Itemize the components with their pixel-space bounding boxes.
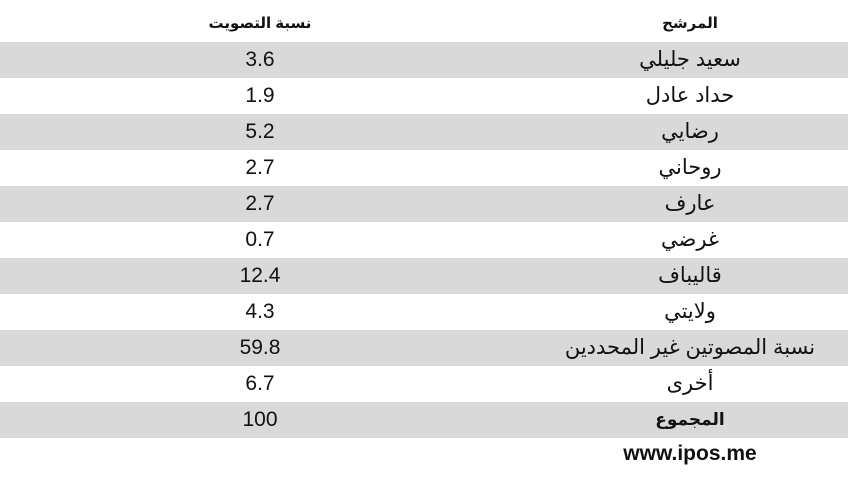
results-table (0, 6, 848, 438)
row-value: 12.4 (239, 264, 281, 287)
table-row (0, 222, 848, 258)
table-row (0, 42, 848, 78)
table-row (0, 150, 848, 186)
table-header (0, 6, 848, 42)
row-candidate: روحاني (658, 156, 722, 179)
table-row (0, 294, 848, 330)
row-value: 6.7 (245, 372, 275, 395)
row-value: 2.7 (245, 192, 275, 215)
total-row (0, 402, 848, 438)
candidate-column-header: المرشح (662, 15, 718, 32)
row-candidate: نسبة المصوتين غير المحددين (564, 336, 816, 359)
row-candidate: حداد عادل (645, 84, 735, 107)
table-row (0, 258, 848, 294)
row-value: 3.6 (245, 48, 275, 71)
percent-column-header: نسبة التصويت (208, 15, 312, 32)
table-row (0, 366, 848, 402)
total-label: المجموع (655, 410, 725, 429)
row-value: 2.7 (245, 156, 275, 179)
row-candidate: عارف (664, 192, 716, 215)
row-candidate: رضايي (661, 120, 719, 143)
row-value: 59.8 (239, 336, 281, 359)
source-website: www.ipos.me (623, 442, 757, 465)
table-row (0, 330, 848, 366)
total-value: 100 (242, 408, 278, 431)
row-candidate: ولايتي (664, 300, 716, 323)
table-row (0, 114, 848, 150)
row-candidate: سعيد جليلي (639, 48, 741, 71)
row-candidate: قاليباف (658, 264, 722, 287)
row-candidate: أخرى (666, 372, 714, 395)
row-value: 5.2 (245, 120, 275, 143)
row-value: 1.9 (245, 84, 275, 107)
table-row (0, 78, 848, 114)
row-candidate: غرضي (661, 228, 719, 251)
row-value: 0.7 (245, 228, 275, 251)
table-row (0, 186, 848, 222)
row-value: 4.3 (245, 300, 275, 323)
